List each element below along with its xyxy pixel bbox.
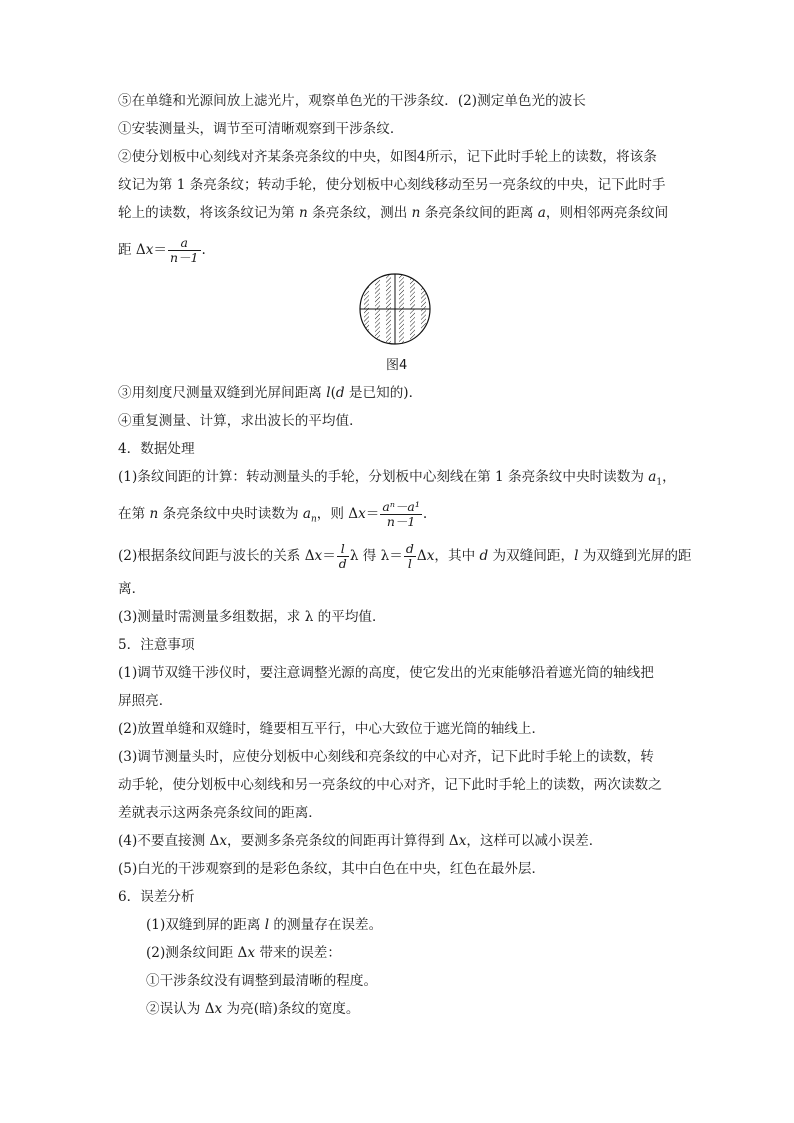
step-2-text-line-3: 轮上的读数，将该条纹记为第 n 条亮条纹，测出 n 条亮条纹间的距离 a，则相邻两亮条纹间 xyxy=(118,205,669,221)
note-1-line-1: (1)调节双缝干涉仪时，要注意调整光源的高度，使它发出的光束能够沿着遮光筒的轴线把 xyxy=(118,665,654,681)
note-3-line-3: 差就表示这两条亮条纹间的距离． xyxy=(118,805,322,821)
fringe-spacing-formula: 距 Δx＝ $\frac{a}{n-1}$ . xyxy=(118,235,206,265)
note-3-line-1: (3)调节测量头时，应使分划板中心刻线和亮条纹的中心对齐，记下此时手轮上的读数，转 xyxy=(118,749,654,765)
step-1-text: ①安装测量头，调节至可清晰观察到干涉条纹． xyxy=(118,121,404,137)
data-processing-1-line-2: 在第 n 条亮条纹中央时读数为 $a_n$，则 Δx＝ $\frac{\text{aⁿ－a¹}}{n-1}$ . xyxy=(118,499,428,529)
fraction: $\frac{d}{l}$ xyxy=(405,541,414,571)
note-2: (2)放置单缝和双缝时，缝要相互平行，中心大致位于遮光筒的轴线上． xyxy=(118,721,546,737)
note-1-line-2: 屏照亮． xyxy=(118,693,173,709)
figure-4-reticle xyxy=(358,272,432,346)
data-processing-1-line-1: (1)条纹间距的计算：转动测量头的手轮，分划板中心刻线在第 1 条亮条纹中央时读数为 $a_1$， xyxy=(118,469,676,488)
section-4-heading: 4．数据处理 xyxy=(118,441,195,457)
error-2: (2)测条纹间距 Δx 带来的误差： xyxy=(146,945,341,961)
step-2-text-line-1: ②使分划板中心刻线对齐某条亮条纹的中央，如图4所示，记下此时手轮上的读数，将该条 xyxy=(118,149,657,165)
data-processing-2-line-2: 离． xyxy=(118,581,146,597)
step-4-text: ④重复测量、计算，求出波长的平均值． xyxy=(118,413,363,429)
error-2-item-1: ①干涉条纹没有调整到最清晰的程度。 xyxy=(146,973,378,989)
data-processing-2-line-1: (2)根据条纹间距与波长的关系 Δx＝ $\frac{l}{d}$ λ 得 λ＝ $\frac{d}{l}$ Δx，其中 d 为双缝间距，l 为双缝到光屏的距 xyxy=(118,541,692,571)
fraction: $\frac{a}{n-1}$ xyxy=(170,235,199,265)
step-2-text-line-2: 纹记为第 1 条亮条纹；转动手轮，使分划板中心刻线移动至另一亮条纹的中央，记下此时手 xyxy=(118,177,666,193)
section-5-heading: 5．注意事项 xyxy=(118,637,195,653)
note-5: (5)白光的干涉观察到的是彩色条纹，其中白色在中央，红色在最外层． xyxy=(118,861,546,877)
note-4: (4)不要直接测 Δx，要测多条亮条纹的间距再计算得到 Δx，这样可以减小误差． xyxy=(118,833,603,849)
step-5-text: ⑤在单缝和光源间放上滤光片，观察单色光的干涉条纹．(2)测定单色光的波长 xyxy=(118,93,586,109)
section-6-heading: 6．误差分析 xyxy=(118,889,195,905)
error-1: (1)双缝到屏的距离 l 的测量存在误差。 xyxy=(146,917,383,933)
error-2-item-2: ②误认为 Δx 为亮(暗)条纹的宽度。 xyxy=(146,1001,360,1017)
figure-caption: 图4 xyxy=(386,358,408,373)
step-3-text: ③用刻度尺测量双缝到光屏间距离 l(d 是已知的)． xyxy=(118,385,423,401)
fraction: $\frac{l}{d}$ xyxy=(338,541,347,571)
note-3-line-2: 动手轮，使分划板中心刻线和另一亮条纹的中心对齐，记下此时手轮上的读数，两次读数之 xyxy=(118,777,662,793)
fraction: $\frac{\text{aⁿ－a¹}}{n-1}$ xyxy=(382,499,420,529)
data-processing-3: (3)测量时需测量多组数据，求 λ 的平均值． xyxy=(118,609,386,625)
